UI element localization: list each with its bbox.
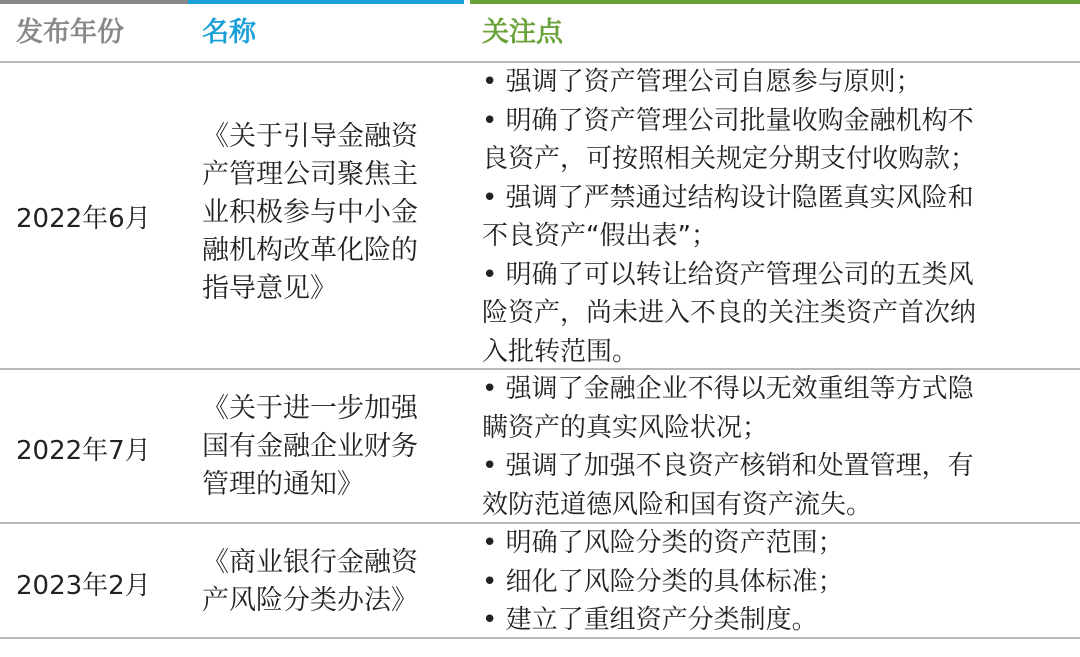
row-year: 2023年2月 (16, 571, 151, 601)
focus-line: 效防范道德风险和国有资产流失。 (482, 489, 873, 520)
row-name (202, 390, 457, 504)
table-row (0, 370, 1080, 520)
name-line: 《商业银行金融资 (202, 547, 418, 578)
table-header (0, 4, 1080, 61)
focus-line: 险资产，尚未进入不良的关注类资产首次纳 (482, 298, 977, 328)
header-name: 名称 (202, 17, 256, 48)
row-name (202, 118, 457, 308)
row-focus (482, 524, 1072, 640)
name-line: 业积极参与中小金 (202, 197, 418, 228)
table-bottom-rule (0, 637, 1080, 639)
focus-line: 良资产，可按照相关规定分期支付收购款； (482, 144, 977, 174)
focus-line: • 细化了风险分类的具体标准； (482, 566, 844, 597)
focus-line: 瞒资产的真实风险状况； (482, 412, 769, 443)
focus-line: • 强调了加强不良资产核销和处置管理，有 (482, 451, 974, 481)
focus-line: • 明确了风险分类的资产范围； (482, 528, 844, 558)
focus-line: • 强调了资产管理公司自愿参与原则； (482, 67, 922, 97)
name-line: 管理的通知》 (202, 469, 364, 500)
focus-line: • 强调了严禁通过结构设计隐匿真实风险和 (482, 182, 974, 213)
focus-line: 入批转范围。 (482, 336, 639, 367)
name-line: 指导意见》 (202, 273, 337, 304)
row-year: 2022年7月 (16, 436, 151, 466)
row-focus (482, 63, 1072, 371)
table-row (0, 63, 1080, 366)
name-line: 《关于进一步加强 (202, 393, 418, 424)
name-line: 《关于引导金融资 (202, 121, 418, 152)
header-focus: 关注点 (482, 17, 563, 48)
name-line: 产管理公司聚焦主 (202, 159, 418, 190)
name-line: 产风险分类办法》 (202, 585, 418, 616)
focus-line: • 明确了资产管理公司批量收购金融机构不 (482, 105, 974, 136)
focus-line: • 强调了金融企业不得以无效重组等方式隐 (482, 374, 974, 404)
table-row (0, 524, 1080, 636)
name-line: 融机构改革化险的 (202, 235, 418, 266)
header-year: 发布年份 (16, 17, 124, 48)
row-year: 2022年6月 (16, 204, 151, 234)
focus-line: 不良资产“假出表”； (482, 221, 717, 251)
row-focus (482, 370, 1072, 524)
focus-line: • 明确了可以转让给资产管理公司的五类风 (482, 259, 974, 290)
row-name (202, 544, 457, 620)
focus-line: • 建立了重组资产分类制度。 (482, 605, 818, 635)
name-line: 国有金融企业财务 (202, 431, 418, 462)
